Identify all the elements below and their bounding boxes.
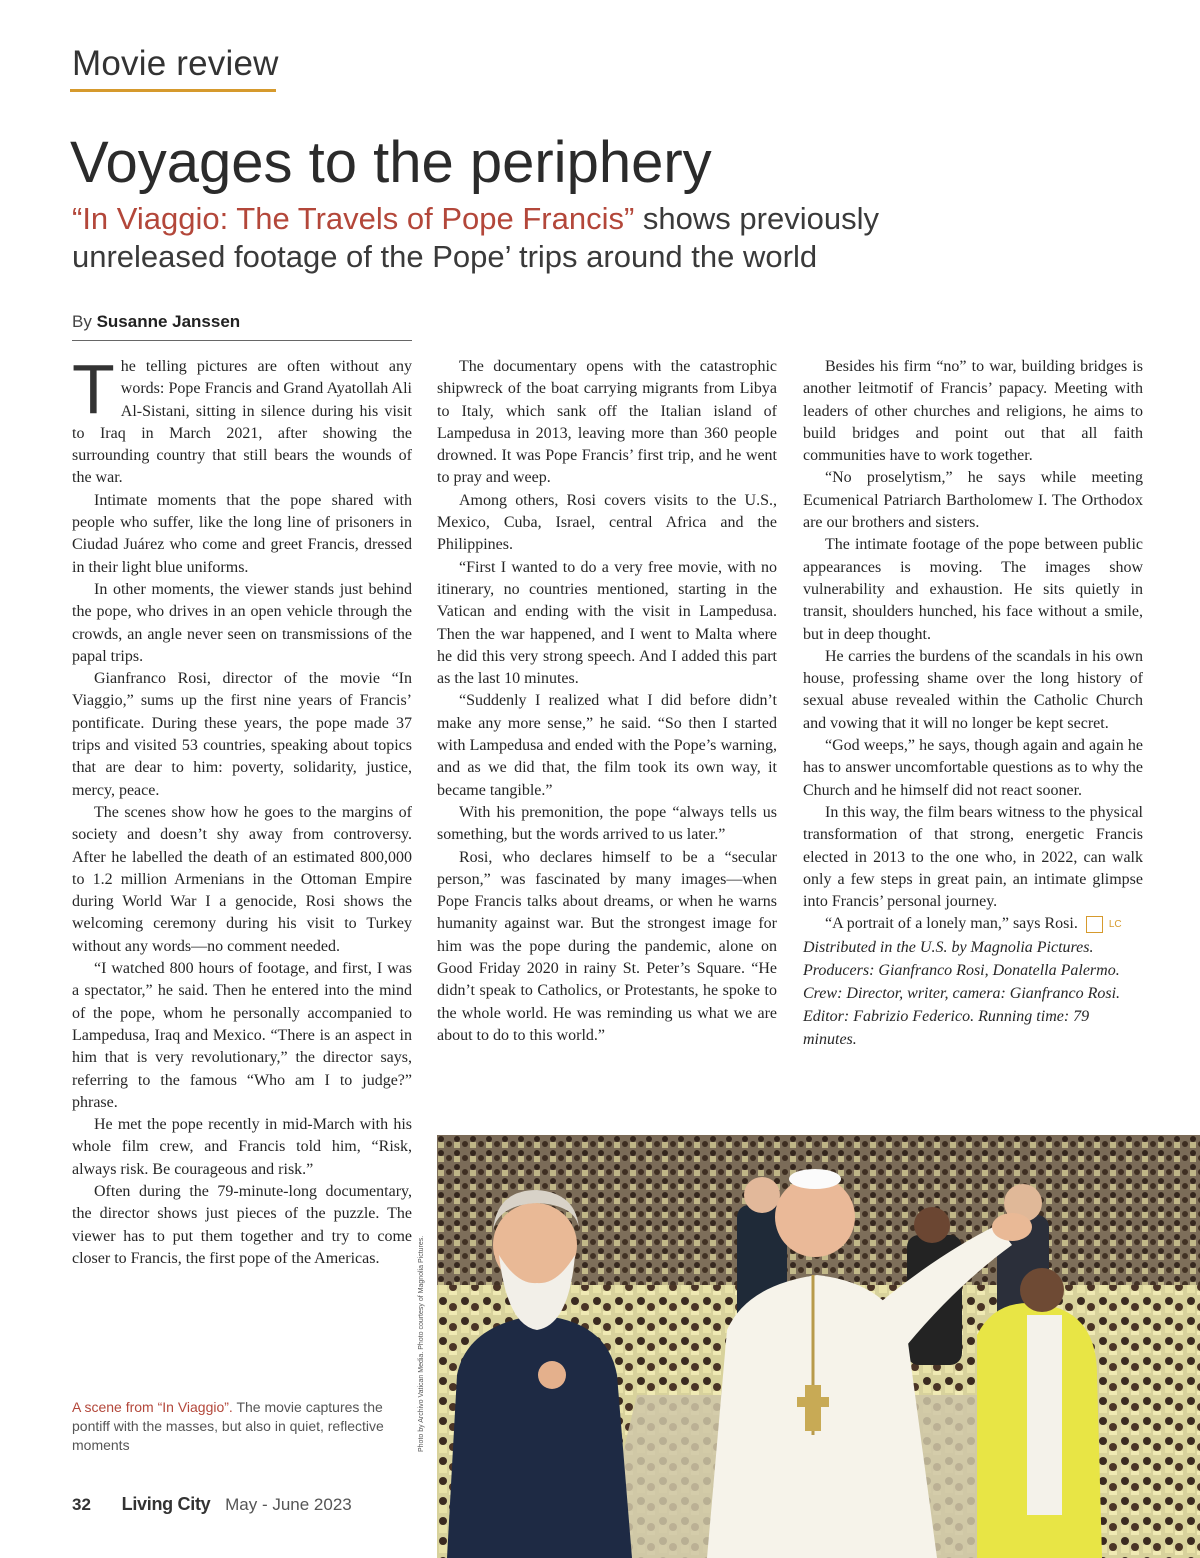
paragraph: In other moments, the viewer stands just behind the pope, who drives in an open vehicle through the crowds, an angle never seen on transmissions of the papal trips.: [72, 580, 412, 665]
byline-author: Susanne Janssen: [96, 312, 241, 331]
paragraph: Often during the 79-minute-long documentary, the director shows just pieces of the puzzle. The viewer has to put them together and try to come closer to Francis, the first pope of the Americas.: [72, 1182, 412, 1267]
paragraph: The intimate footage of the pope between public appearances is moving. The images show vulnerability and exhaustion. He sits quietly in transit, shoulders hunched, his face without a smile, but in deep thought.: [803, 536, 1143, 643]
section-label: Movie review: [72, 44, 279, 83]
paragraph: Gianfranco Rosi, director of the movie “In Viaggio,” sums up the first nine years of Francis’ pontificate. During these years, the pope made 37 trips and visited 53 countries, speaking about topics that are dear to him: poverty, solidarity, justice, mercy, peace.: [72, 670, 412, 799]
byline: [72, 312, 412, 341]
paragraph: The scenes show how he goes to the margins of society and doesn’t shy away from controversy. After he labelled the death of an estimated 800,000 to 1.2 million Armenians in the Ottoman Empire during World War I a genocide, Rosi shows the welcoming ceremony during his visit to Turkey without any words—no comment needed.: [72, 803, 412, 955]
paragraph: “God weeps,” he says, though again and again he has to answer uncomfortable questions as to why the Church and he himself did not react sooner.: [803, 737, 1143, 799]
paragraph: With his premonition, the pope “always tells us something, but the words arrived to us later.”: [437, 803, 777, 844]
article-column-2: [437, 356, 777, 1047]
drop-cap: T: [72, 350, 115, 428]
film-still-photo: [437, 1135, 1200, 1558]
film-still-illustration: [437, 1135, 1200, 1558]
closing-line: “A portrait of a lonely man,” says Rosi. LC: [825, 915, 1122, 933]
section-rule: [70, 89, 276, 92]
paragraph: The telling pictures are often without any words: Pope Francis and Grand Ayatollah Ali Al-Sistani, sitting in silence during his visit to Iraq in March 2021, after showing the surrounding country that still bears the wounds of the war.: [72, 350, 412, 487]
subhead-film-title: “In Viaggio: The Travels of Pope Francis”: [72, 201, 635, 236]
paragraph: The documentary opens with the catastrophic shipwreck of the boat carrying migrants from Libya to Italy, which sank off the Italian island of Lampedusa in 2013, leaving more than 360 people drowned. It was Pope Francis’ first trip, and he went to pray and weep.: [437, 358, 777, 487]
caption-lead: A scene from “In Viaggio”.: [72, 1399, 233, 1415]
article-column-3: [803, 356, 1143, 1051]
film-credits: Distributed in the U.S. by Magnolia Pictures. Producers: Gianfranco Rosi, Donatella Palermo. Crew: Director, writer, camera: Gianfranco Rosi. Editor: Fabrizio Federico. Running time: 79 minutes.: [803, 938, 1121, 1048]
paragraph: Intimate moments that the pope shared with people who suffer, like the long line of prisoners in Ciudad Juárez who come and greet Francis, dressed in their light blue uniforms.: [72, 491, 412, 576]
paragraph: “I watched 800 hours of footage, and first, I was a spectator,” he said. Then he entered into the mind of the pope, whom he personally accompanied to Lampedusa, Iraq and Mexico. “There is an aspect in him that is very revolutionary,” the director says, referring to the famous “Who am I to judge?” phrase.: [72, 960, 412, 1111]
issue-date: May - June 2023: [225, 1495, 352, 1514]
paragraph: He met the pope recently in mid-March with his whole film crew, and Francis told him, “Risk, always risk. Be courageous and risk.”: [72, 1116, 412, 1178]
paragraph: He carries the burdens of the scandals in his own house, professing shame over the long history of sexual abuse revealed within the Catholic Church and vowing that it will no longer be kept secret.: [803, 647, 1143, 732]
paragraph: Besides his firm “no” to war, building bridges is another leitmotif of Francis’ papacy. Meeting with leaders of other churches and religions, he aims to build bridges and point out that all faith communities have to work together.: [803, 358, 1143, 465]
paragraph: “First I wanted to do a very free movie, with no itinerary, no countries mentioned, starting in the Vatican and ending with the visit in Lampedusa. Then the war happened, and I went to Malta where he did this very strong speech. And I added this part as the last 10 minutes.: [437, 558, 777, 688]
paragraph: In this way, the film bears witness to the physical transformation of that strong, energetic Francis elected in 2013 to the one who, in 2022, can walk only a few steps in great pain, an intimate glimpse into Francis’ personal journey.: [803, 803, 1143, 911]
subhead: [72, 200, 972, 276]
paragraph: “No proselytism,” he says while meeting Ecumenical Patriarch Bartholomew I. The Orthodox are our brothers and sisters.: [803, 469, 1143, 532]
headline: Voyages to the periphery: [70, 130, 712, 195]
lc-end-mark-icon: LC: [1086, 916, 1103, 933]
paragraph: Among others, Rosi covers visits to the U.S., Mexico, Cuba, Israel, central Africa and the Philippines.: [437, 491, 777, 554]
paragraph: Rosi, who declares himself to be a “secular person,” was fascinated by many images—when Pope Francis talks about dreams, or when he warns humanity against war. But the strongest image for him was the pope during the pandemic, alone on Good Friday 2020 in rainy St. Peter’s Square. “He didn’t speak to Catholics, or Protestants, he spoke to the whole world. He was reminding us what we are about to do to this world.”: [437, 848, 777, 1044]
paragraph: “Suddenly I realized what I did before didn’t make any more sense,” he said. “So then I started with Lampedusa and ended with the Pope’s warning, and as we did that, the film took its own way, it became tangible.”: [437, 692, 777, 799]
subhead-text: shows previously unreleased footage of the Pope’ trips around the world: [72, 201, 879, 274]
byline-prefix: By: [72, 312, 97, 331]
article-column-1: [72, 350, 412, 1270]
caption-text: The movie captures the pontiff with the masses, but also in quiet, reflective moments: [72, 1399, 384, 1453]
magazine-name: Living City: [121, 1494, 211, 1514]
photo-credit: Photo by Archivo Vatican Media. Photo courtesy of Magnolia Pictures.: [418, 1235, 425, 1452]
page-number: 32: [72, 1495, 91, 1514]
page-footer: [72, 1494, 352, 1515]
photo-caption: [72, 1398, 392, 1455]
